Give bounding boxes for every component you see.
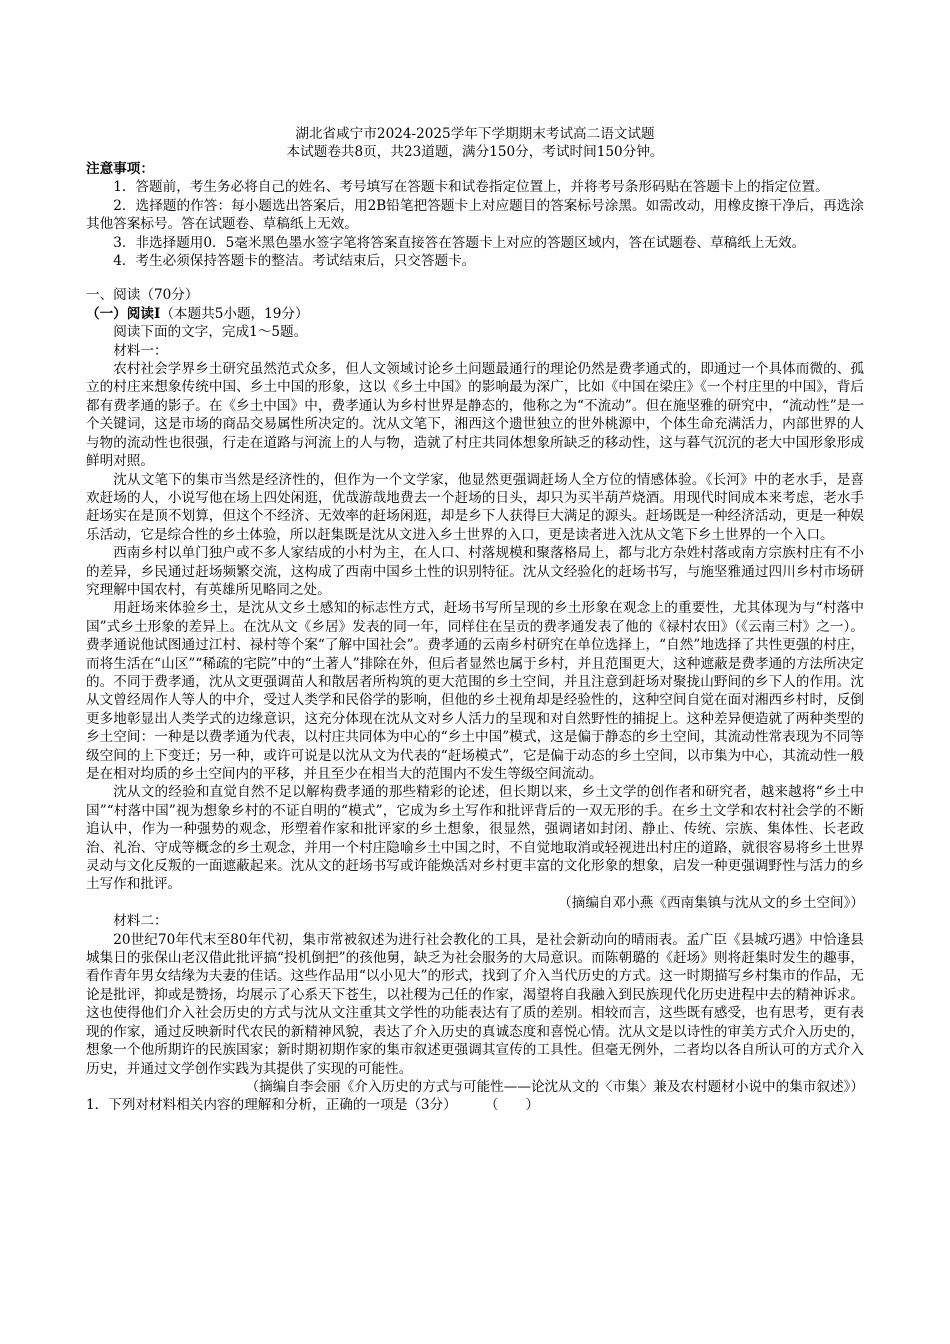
title-block [86,125,864,161]
sub-heading-bold: （一）阅读Ⅰ [86,305,161,322]
material2-source: （摘编自李会丽《介入历史的方式与可能性——论沈从文的〈市集〉兼及农村题材小说中的集市叙述》） [245,1078,864,1095]
material1-paragraph: 农村社会学界乡土研究虽然范式众多，但人文领域讨论乡土问题最通行的理论仍然是费孝通式的，即通过一个具体而微的、孤立的村庄来想象传统中国、乡土中国的形象，这以《乡土中国》的影响最为深广，比如《中国在梁庄》《一个村庄里的中国》，背后都有费孝通的影子。在《乡土中国》中，费孝通认为乡村世界是静态的，他称之为“不流动”。但在施坚雅的研究中，“流动性”是一个关键词，这是市场的商品交易属性所决定的。沈从文笔下，湘西这个遗世独立的世外桃源中，个体生命充满活力，内部世界的人与物的流动性也很强，行走在道路与河流上的人与物，造就了村庄共同体想象所缺乏的移动性，这与暮气沉沉的老大中国形象形成鲜明对照。 [86,361,864,470]
sub-section-heading [86,305,864,323]
instruction: 阅读下面的文字，完成1～5题。 [113,324,308,341]
material1-paragraph: 沈从文的经验和直觉自然不足以解构费孝通的那些精彩的论述，但长期以来，乡土文学的创作者和研究者，越来越将“乡土中国”“村落中国”视为想象乡村的不证自明的“模式”，它成为乡土写作和批评背后的一双无形的手。在乡土文学和农村社会学的不断追认中，作为一种强势的观念，形塑着作家和批评家的乡土想象，很显然，强调诸如封闭、静止、传统、宗族、集体性、长老政治、礼治、守成等概念的乡土观念，并用一个村庄隐喻乡土中国之时，不自觉地取消或轻视进出村庄的道路，就很容易将乡土世界灵动与文化反叛的一面遮蔽起来。沈从文的赶场书写或许能焕活对乡村更丰富的文化形象的想象，启发一种更强调野性与活力的乡土写作和批评。 [86,784,864,893]
section-heading: 一、阅读（70分） [86,287,199,304]
material2-paragraph: 20世纪70年代末至80年代初，集市常被叙述为进行社会教化的工具，是社会新动向的晴雨表。孟广臣《县城巧遇》中恰逢县城集日的张保山老汉借此批评搞“投机倒把”的孩他舅，缺乏为社会服务的大局意识。而陈朝璐的《赶场》则将赶集时发生的趣事，看作青年男女结缘为夫妻的佳话。这些作品用“以小见大”的形式，找到了介入当代历史的方式。这一时期描写乡村集市的作品，无论是批评，抑或是赞扬，均展示了心系天下苍生，以社稷为己任的作家，渴望将自我融入到民族现代化历史进程中去的精神诉求。这也使得他们介入社会历史的方式与沈从文注重其文学性的功能表达有了质的差别。相较而言，这些既有感受，也有思考，更有表现的作家，通过反映新时代农民的新精神风貌，表达了介入历史的真诚态度和喜悦心情。沈从文是以诗性的审美方式介入历史的，想象一个他所期许的民族国家；新时期初期作家的集市叙述更强调其宣传的工具性。但毫无例外，二者均以各自所认可的方式介入历史，并通过文学创作实践为其提供了实现的可能性。 [86,931,864,1077]
material1-source: （摘编自邓小燕《西南集镇与沈从文的乡土空间》） [558,894,864,911]
document-body [86,160,864,1115]
notice-item: 3．非选择题用0．5毫米黑色墨水签字笔将答案直接答在答题卡上对应的答题区域内，答在试题卷、草稿纸上无效。 [113,234,806,251]
answer-bracket: （ ） [484,1097,540,1114]
question-1 [86,1096,864,1114]
material2-label: 材料二： [113,913,168,930]
material1-label: 材料一： [113,342,168,359]
material1-paragraph: 用赶场来体验乡土，是沈从文乡土感知的标志性方式，赶场书写所呈现的乡土形象在观念上的重要性，尤其体现为与“村落中国”式乡土形象的差异上。在沈从文《乡居》发表的同一年，同样住在呈贡的费孝通发表了他的《禄村农田》（《云南三村》之一）。费孝通说他试图通过江村、禄村等个案“了解中国社会”。费孝通的云南乡村研究在单位选择上，“自然”地选择了共性更强的村庄，而将生活在“山区”“稀疏的宅院”中的“土著人”排除在外，但后者显然也属于乡村，并且范围更大，这种遮蔽是费孝通的方法所决定的。不同于费孝通，沈从文更强调苗人和散居者所构筑的更大范围的乡土空间，并且注意到赶场对聚拢山野间的乡下人的作用。沈从文曾经周作人等人的中介，受过人类学和民俗学的影响，但他的乡土视角却是经验性的，这种空间自觉在面对湘西乡村时，反倒更多地彰显出人类学式的边缘意识，这充分体现在沈从文对乡人活力的呈现和对自然野性的捕捉上。这种差异便造就了两种类型的乡土空间：一种是以费孝通为代表，以村庄共同体为中心的“乡土中国”模式，这是偏于静态的乡土空间，其流动性常表现为不同等级空间的上下变迁；另一种，或许可说是以沈从文为代表的“赶场模式”，它是偏于动态的乡土空间，以市集为中心，其流动性一般是在相对均质的乡土空间内的平移，并且至少在相当大的范围内不发生等级空间流动。 [86,600,864,782]
notice-item: 2．选择题的作答：每小题选出答案后，用2B铅笔把答题卡上对应题目的答案标号涂黑。如需改动，用橡皮擦干净后，再选涂其他答案标号。答在试题卷、草稿纸上无效。 [86,197,864,233]
exam-subtitle: 本试题卷共8页，共23道题，满分150分，考试时间150分钟。 [286,144,664,160]
notice-heading: 注意事项： [86,161,154,177]
material1-paragraph: 西南乡村以单门独户或不多人家结成的小村为主，在人口、村落规模和聚落格局上，都与北方杂姓村落或南方宗族村庄有不小的差异，乡民通过赶场频繁交流，这构成了西南中国乡土性的识别特征。沈从文经验化的赶场书写，与施坚雅通过四川乡村市场研究理解中国农村，有英雄所见略同之处。 [86,545,864,598]
exam-title: 湖北省咸宁市2024-2025学年下学期期末考试高二语文试题 [295,126,655,142]
sub-heading-rest: （本题共5小题，19分） [160,305,309,322]
material1-paragraph: 沈从文笔下的集市当然是经济性的，但作为一个文学家，他显然更强调赶场人全方位的情感体验。《长河》中的老水手，是喜欢赶场的人，小说写他在场上四处闲逛，优哉游哉地费去一个赶场的日头，却只为买半葫芦烧酒。用现代时间成本来考虑，老水手赶场实在是顶不划算，但这个不经济、无效率的赶场闲逛，却是乡下人获得巨大满足的源头。赶场既是一种经济活动，更是一种娱乐活动，它是综合性的乡土体验，所以赶集既是沈从文进入乡土世界的入口，更是读者进入沈从文笔下乡土世界的一个入口。 [86,471,864,543]
notice-item: 4．考生必须保持答题卡的整洁。考试结束后，只交答题卡。 [113,253,476,270]
question-1-text: 1．下列对材料相关内容的理解和分析，正确的一项是（3分） [86,1097,457,1114]
notice-item: 1．答题前，考生务必将自己的姓名、考号填写在答题卡和试卷指定位置上，并将考号条形码贴在答题卡上的指定位置。 [113,179,829,196]
